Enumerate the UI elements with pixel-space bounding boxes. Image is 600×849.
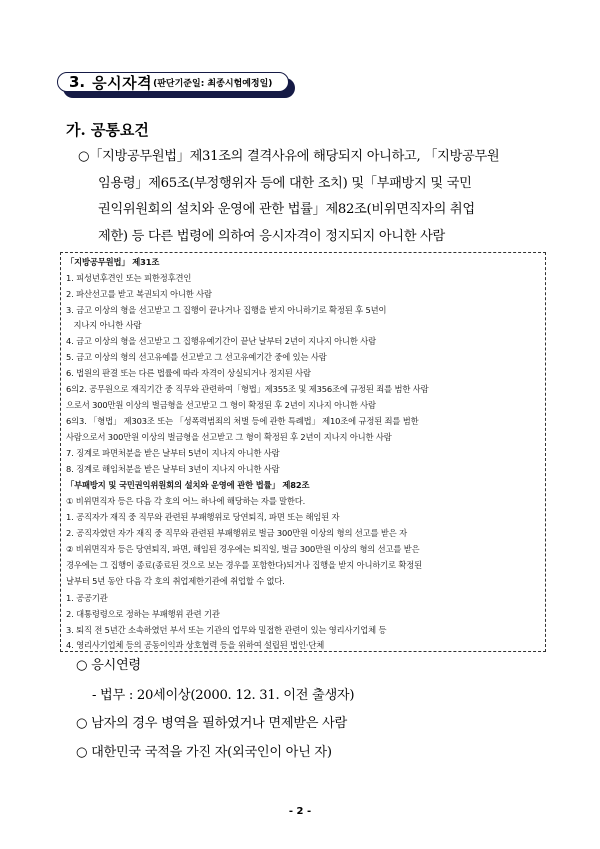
law-line: 2. 공직자였던 자가 재직 중 직무와 관련된 부패행위로 벌금 300만원 이상의 형의 선고를 받은 자 — [66, 528, 407, 538]
section-header — [57, 72, 297, 98]
law-line: 7. 징계로 파면처분을 받은 날부터 5년이 지나지 아니한 사람 — [66, 448, 280, 458]
law-line: 3. 퇴직 전 5년간 소속하였던 부서 또는 기관의 업무와 밀접한 관련이 있는 영리사기업체 등 — [66, 625, 387, 635]
law-line: 5. 금고 이상의 형의 선고유예를 선고받고 그 선고유예기간 중에 있는 사람 — [66, 352, 327, 362]
law-line: 사람으로서 300만원 이상의 벌금형을 선고받고 그 형이 확정된 후 2년이 지나지 아니한 사람 — [66, 432, 392, 442]
law-heading: 「지방공무원법」 제31조 — [66, 257, 160, 267]
paragraph-line: 임용령」제65조(부정행위자 등에 대한 조치) 및「부패방지 및 국민 — [98, 175, 472, 191]
paragraph-line: ○「지방공무원법」제31조의 결격사유에 해당되지 아니하고, 「지방공무원 — [78, 149, 500, 164]
section-subtitle: (판단기준일: 최종시험예정일) — [153, 78, 273, 89]
law-line: 2. 파산선고를 받고 복권되지 아니한 사람 — [66, 289, 212, 299]
law-excerpt-box — [60, 252, 546, 652]
law-line: 4. 금고 이상의 형을 선고받고 그 집행유예기간이 끝난 날부터 2년이 지나지 아니한 사람 — [66, 336, 376, 346]
section-number: 3. — [69, 73, 86, 91]
section-header-pill — [57, 72, 289, 92]
law-line: 3. 금고 이상의 형을 선고받고 그 집행이 끝나거나 집행을 받지 아니하기로 확정된 후 5년이 — [66, 305, 387, 315]
section-title: 응시자격 — [92, 73, 153, 92]
law-line: 으로서 300만원 이상의 벌금형을 선고받고 그 형이 확정된 후 2년이 지나지 아니한 사람 — [66, 400, 376, 410]
paragraph-line: 제한) 등 다른 법령에 의하여 응시자격이 정지되지 아니한 사람 — [98, 229, 445, 245]
age-requirement-item: ○ 응시연령 — [76, 658, 141, 673]
military-requirement-item: ○ 남자의 경우 병역을 필하였거나 면제받은 사람 — [76, 716, 347, 731]
law-line: 지나지 아니한 사람 — [66, 320, 142, 330]
law-line: 6. 법원의 판결 또는 다른 법률에 따라 자격이 상실되거나 정지된 사람 — [66, 368, 311, 378]
law-line: ① 비위면직자 등은 다음 각 호의 어느 하나에 해당하는 자를 말한다. — [66, 496, 306, 506]
main-paragraph — [78, 144, 548, 251]
law-line: 1. 공직자가 재직 중 직무와 관련된 부패행위로 당연퇴직, 파면 또는 해임된 자 — [66, 512, 340, 522]
law-heading: 「부패방지 및 국민권익위원회의 설치와 운영에 관한 법률」 제82조 — [66, 480, 310, 490]
law-line: 6의3. 「형법」 제303조 또는 「성폭력범죄의 처벌 등에 관한 특례법」 제10조에 규정된 죄를 범한 — [66, 416, 419, 426]
law-line: 2. 대통령령으로 정하는 부패행위 관련 기관 — [66, 609, 220, 619]
page-number: - 2 - — [288, 806, 312, 817]
age-detail: - 법무 : 20세이상(2000. 12. 31. 이전 출생자) — [92, 688, 355, 703]
paragraph-line: 권익위원회의 설치와 운영에 관한 법률」제82조(비위면직자의 취업 — [98, 202, 475, 218]
law-line: 6의2. 공무원으로 재직기간 중 직무와 관련하여「형법」제355조 및 제356조에 규정된 죄를 범한 사람 — [66, 384, 429, 394]
law-line: 경우에는 그 집행이 종료(종료된 것으로 보는 경우를 포함한다)되거나 집행을 받지 아니하기로 확정된 — [66, 560, 422, 570]
law-line: 4. 영리사기업체 등의 공동이익과 상호협력 등을 위하여 설립된 법인·단체 — [66, 640, 325, 650]
law-line: 8. 징계로 해임처분을 받은 날부터 3년이 지나지 아니한 사람 — [66, 464, 280, 474]
law-line: 1. 피성년후견인 또는 피한정후견인 — [66, 273, 192, 283]
nationality-requirement-item: ○ 대한민국 국적을 가진 자(외국인이 아닌 자) — [76, 745, 332, 760]
law-line: 1. 공공기관 — [66, 593, 108, 603]
law-line: 날부터 5년 동안 다음 각 호의 취업제한기관에 취업할 수 없다. — [66, 576, 285, 586]
subsection-heading: 가. 공통요건 — [66, 121, 149, 139]
law-line: ② 비위면직자 등은 당연퇴직, 파면, 해임된 경우에는 퇴직일, 벌금 300만원 이상의 형의 선고를 받은 — [66, 544, 420, 554]
